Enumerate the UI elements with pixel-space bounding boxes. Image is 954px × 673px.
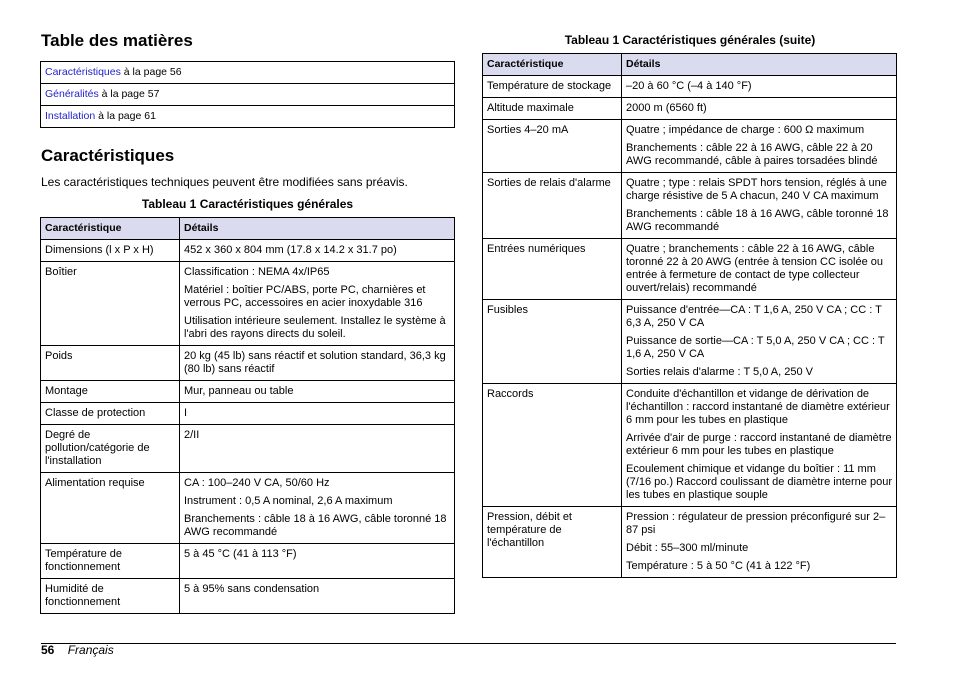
table-row bbox=[483, 507, 897, 578]
row-key: Entrées numériques bbox=[483, 239, 622, 300]
row-details bbox=[622, 173, 897, 239]
table-row bbox=[41, 346, 455, 381]
detail-line: Conduite d'échantillon et vidange de dérivation de l'échantillon : raccord instantané de diamètre extérieur 6 mm pour les tubes en plastique bbox=[626, 388, 890, 426]
row-details bbox=[622, 76, 897, 98]
detail-line: Débit : 55–300 ml/minute bbox=[626, 542, 749, 554]
table-row bbox=[41, 544, 455, 579]
toc-entry bbox=[41, 106, 455, 128]
toc-page-ref: à la page 61 bbox=[95, 110, 156, 122]
detail-line: Quatre ; impédance de charge : 600 Ω maximum bbox=[626, 124, 865, 136]
toc-link[interactable]: Généralités bbox=[45, 88, 99, 100]
detail-line: 5 à 95% sans condensation bbox=[184, 583, 320, 595]
row-key: Classe de protection bbox=[41, 403, 180, 425]
detail-line: Mur, panneau ou table bbox=[184, 385, 294, 397]
detail-line: 5 à 45 °C (41 à 113 °F) bbox=[184, 548, 297, 560]
toc-link[interactable]: Caractéristiques bbox=[45, 66, 121, 78]
row-key: Fusibles bbox=[483, 300, 622, 384]
detail-line: Branchements : câble 18 à 16 AWG, câble toronné 18 AWG recommandé bbox=[626, 208, 889, 233]
toc-row bbox=[41, 84, 455, 106]
toc-row bbox=[41, 62, 455, 84]
specs-table bbox=[40, 217, 455, 614]
row-details bbox=[180, 346, 455, 381]
row-details bbox=[622, 507, 897, 578]
detail-line: Quatre ; branchements : câble 22 à 16 AWG, câble toronné 22 à 20 AWG (entrée à tension CC isolée ou entrée à fermeture de contact de type collecteur ouvert/relais) recommandé bbox=[626, 243, 884, 294]
row-key: Boîtier bbox=[41, 262, 180, 346]
toc-page-ref: à la page 56 bbox=[120, 66, 182, 78]
detail-line: 2000 m (6560 ft) bbox=[626, 102, 707, 114]
row-key: Alimentation requise bbox=[41, 473, 180, 544]
table-row bbox=[483, 300, 897, 384]
table-row bbox=[483, 76, 897, 98]
table-row bbox=[483, 239, 897, 300]
toc-title: Table des matières bbox=[41, 31, 193, 50]
detail-line: Branchements : câble 22 à 16 AWG, câble 22 à 20 AWG recommandé, câble à paires torsadées blindé bbox=[626, 142, 878, 167]
row-key: Montage bbox=[41, 381, 180, 403]
toc-entry bbox=[41, 62, 455, 84]
intro-text: Les caractéristiques techniques peuvent être modifiées sans préavis. bbox=[41, 175, 408, 189]
table-row bbox=[41, 473, 455, 544]
detail-line: Puissance de sortie—CA : T 5,0 A, 250 V CA ; CC : T 1,6 A, 250 V CA bbox=[626, 335, 885, 360]
detail-line: Sorties relais d'alarme : T 5,0 A, 250 V bbox=[626, 366, 813, 378]
row-key: Humidité de fonctionnement bbox=[41, 579, 180, 614]
detail-line: CA : 100–240 V CA, 50/60 Hz bbox=[184, 477, 330, 489]
row-details bbox=[180, 240, 455, 262]
row-details bbox=[180, 403, 455, 425]
table-row bbox=[41, 262, 455, 346]
footer-language: Français bbox=[67, 643, 114, 657]
table-row bbox=[483, 173, 897, 239]
detail-line: Quatre ; type : relais SPDT hors tension, réglés à une charge résistive de 5 A chacun, 240 V CA maximum bbox=[626, 177, 887, 202]
specs-table-continued bbox=[482, 53, 897, 578]
row-key: Température de fonctionnement bbox=[41, 544, 180, 579]
row-details bbox=[180, 425, 455, 473]
row-key: Pression, débit et température de l'échantillon bbox=[483, 507, 622, 578]
table-row bbox=[41, 579, 455, 614]
row-key: Poids bbox=[41, 346, 180, 381]
row-details bbox=[622, 384, 897, 507]
row-details bbox=[622, 300, 897, 384]
row-details bbox=[180, 473, 455, 544]
row-details bbox=[622, 120, 897, 173]
detail-line: I bbox=[184, 407, 188, 419]
row-details bbox=[622, 98, 897, 120]
toc-table bbox=[40, 61, 455, 128]
table-row bbox=[41, 240, 455, 262]
row-key: Température de stockage bbox=[483, 76, 622, 98]
table1-header-key: Caractéristique bbox=[41, 218, 180, 240]
row-key: Sorties de relais d'alarme bbox=[483, 173, 622, 239]
detail-line: Température : 5 à 50 °C (41 à 122 °F) bbox=[626, 560, 811, 572]
row-details bbox=[180, 544, 455, 579]
toc-entry bbox=[41, 84, 455, 106]
detail-line: Instrument : 0,5 A nominal, 2,6 A maximum bbox=[184, 495, 393, 507]
detail-line: Utilisation intérieure seulement. Installez le système à l'abri des rayons directs du soleil. bbox=[184, 315, 446, 340]
detail-line: 452 x 360 x 804 mm (17.8 x 14.2 x 31.7 po) bbox=[184, 244, 397, 256]
section-title: Caractéristiques bbox=[41, 146, 175, 165]
table1-caption: Tableau 1 Caractéristiques générales bbox=[141, 197, 354, 211]
detail-line: Arrivée d'air de purge : raccord instantané de diamètre extérieur 6 mm pour les tubes en plastique bbox=[626, 432, 892, 457]
table-row bbox=[41, 425, 455, 473]
detail-line: Puissance d'entrée—CA : T 1,6 A, 250 V CA ; CC : T 6,3 A, 250 V CA bbox=[626, 304, 882, 329]
table2-header-details: Détails bbox=[622, 54, 897, 76]
row-key: Degré de pollution/catégorie de l'installation bbox=[41, 425, 180, 473]
toc-link[interactable]: Installation bbox=[45, 110, 96, 122]
toc-page-ref: à la page 57 bbox=[98, 88, 160, 100]
detail-line: Classification : NEMA 4x/IP65 bbox=[184, 266, 330, 278]
table1-header-details: Détails bbox=[180, 218, 455, 240]
footer bbox=[41, 643, 114, 657]
row-key: Dimensions (l x P x H) bbox=[41, 240, 180, 262]
detail-line: Pression : régulateur de pression préconfiguré sur 2–87 psi bbox=[626, 511, 886, 536]
row-details bbox=[622, 239, 897, 300]
row-key: Sorties 4–20 mA bbox=[483, 120, 622, 173]
row-details bbox=[180, 262, 455, 346]
detail-line: Branchements : câble 18 à 16 AWG, câble toronné 18 AWG recommandé bbox=[184, 513, 447, 538]
detail-line: Matériel : boîtier PC/ABS, porte PC, charnières et verrous PC, accessoires en acier inoxydable 316 bbox=[184, 284, 426, 309]
toc-row bbox=[41, 106, 455, 128]
table-row bbox=[483, 120, 897, 173]
row-key: Raccords bbox=[483, 384, 622, 507]
page-number: 56 bbox=[41, 643, 55, 657]
table2-caption: Tableau 1 Caractéristiques générales (suite) bbox=[564, 33, 816, 47]
table2-header-key: Caractéristique bbox=[483, 54, 622, 76]
row-details bbox=[180, 579, 455, 614]
detail-line: Ecoulement chimique et vidange du boîtier : 11 mm (7/16 po.) Raccord coulissant de diamètre interne pour les tubes en plastique souple bbox=[626, 463, 892, 501]
table-row bbox=[483, 98, 897, 120]
table-row bbox=[483, 384, 897, 507]
detail-line: –20 à 60 °C (–4 à 140 °F) bbox=[626, 80, 752, 92]
footer-rule bbox=[41, 643, 896, 644]
table-row bbox=[41, 381, 455, 403]
row-key: Altitude maximale bbox=[483, 98, 622, 120]
detail-line: 2/II bbox=[184, 429, 200, 441]
row-details bbox=[180, 381, 455, 403]
detail-line: 20 kg (45 lb) sans réactif et solution standard, 36,3 kg (80 lb) sans réactif bbox=[184, 350, 446, 375]
table-row bbox=[41, 403, 455, 425]
